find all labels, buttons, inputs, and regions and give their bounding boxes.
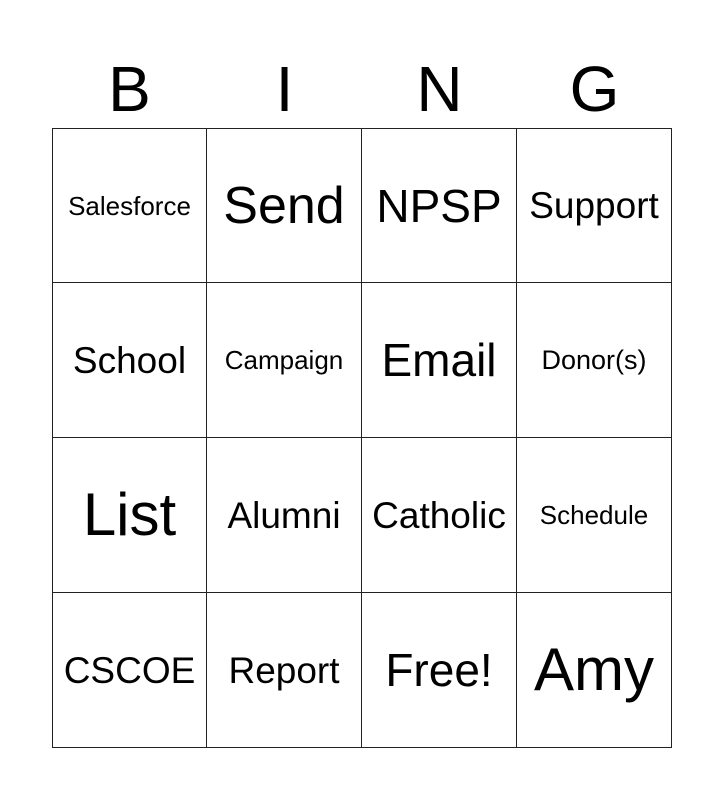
bingo-cell[interactable]: Salesforce xyxy=(52,128,207,283)
bingo-cell[interactable]: Email xyxy=(362,283,517,438)
header-letter-n: N xyxy=(416,53,463,125)
bingo-cell[interactable]: Schedule xyxy=(517,438,672,593)
bingo-cell[interactable]: Support xyxy=(517,128,672,283)
bingo-cell[interactable]: Send xyxy=(207,128,362,283)
bingo-cell[interactable]: Amy xyxy=(517,593,672,748)
bingo-cell[interactable]: Donor(s) xyxy=(517,283,672,438)
bingo-cell[interactable]: List xyxy=(52,438,207,593)
free-space-cell[interactable]: Free! xyxy=(362,593,517,748)
bingo-board xyxy=(52,128,672,748)
header-letter-i: I xyxy=(275,53,294,125)
bingo-cell[interactable]: CSCOE xyxy=(52,593,207,748)
bingo-cell[interactable]: School xyxy=(52,283,207,438)
bingo-cell[interactable]: Campaign xyxy=(207,283,362,438)
bingo-cell[interactable]: NPSP xyxy=(362,128,517,283)
bingo-cell[interactable]: Report xyxy=(207,593,362,748)
header-letter-g: G xyxy=(569,53,620,125)
header-letter-b: B xyxy=(108,53,151,125)
bingo-header xyxy=(52,50,672,128)
bingo-cell[interactable]: Catholic xyxy=(362,438,517,593)
bingo-cell[interactable]: Alumni xyxy=(207,438,362,593)
